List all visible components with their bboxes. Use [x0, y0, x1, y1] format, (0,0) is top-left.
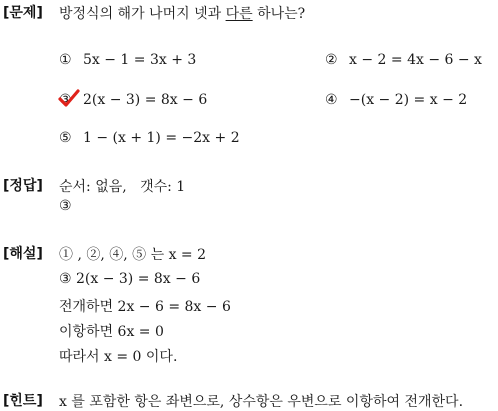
choice-4-number: ④: [325, 92, 338, 108]
explanation-line-1: ① , ②, ④, ⑤ 는 x = 2: [59, 247, 207, 263]
choice-4-expr: −(x − 2) = x − 2: [349, 92, 468, 108]
choice-5-number: ⑤: [59, 130, 72, 146]
explanation-line-2: ③ 2(x − 3) = 8x − 6: [59, 271, 201, 287]
question-text: [59, 3, 305, 23]
question-pre: 방정식의 해가 나머지 넷과: [59, 6, 226, 22]
choice-2[interactable]: [325, 52, 482, 68]
choice-5-expr: 1 − (x + 1) = −2x + 2: [83, 130, 240, 146]
choice-1-expr: 5x − 1 = 3x + 3: [83, 52, 197, 68]
answer-value: ③: [59, 198, 72, 214]
explanation-tag: [해설]: [3, 246, 43, 262]
answer-summary: 순서: 없음, 갯수: 1: [59, 179, 186, 195]
answer-tag: [정답]: [3, 178, 43, 194]
explanation-line-3: 전개하면 2x − 6 = 8x − 6: [59, 299, 231, 315]
hint-tag: [힌트]: [3, 393, 43, 409]
choice-3-number: ③: [59, 92, 72, 108]
hint-text: x 를 포함한 항은 좌변으로, 상수항은 우변으로 이항하여 전개한다.: [59, 394, 464, 410]
explanation-line-5: 따라서 x = 0 이다.: [59, 349, 178, 365]
question-underlined: 다른: [225, 6, 253, 22]
checkmark-icon: [58, 89, 80, 107]
choice-5[interactable]: [59, 130, 240, 146]
question-post: 하나는?: [252, 6, 306, 22]
explanation-line-4: 이항하면 6x = 0: [59, 324, 164, 340]
choice-1[interactable]: [59, 52, 196, 68]
choice-1-number: ①: [59, 52, 72, 68]
problem-tag: [문제]: [3, 5, 43, 21]
choice-2-number: ②: [325, 52, 338, 68]
choice-4[interactable]: [325, 92, 467, 108]
choice-3-expr: 2(x − 3) = 8x − 6: [83, 92, 208, 108]
choice-2-expr: x − 2 = 4x − 6 − x: [349, 52, 482, 68]
choice-3[interactable]: [59, 92, 207, 108]
